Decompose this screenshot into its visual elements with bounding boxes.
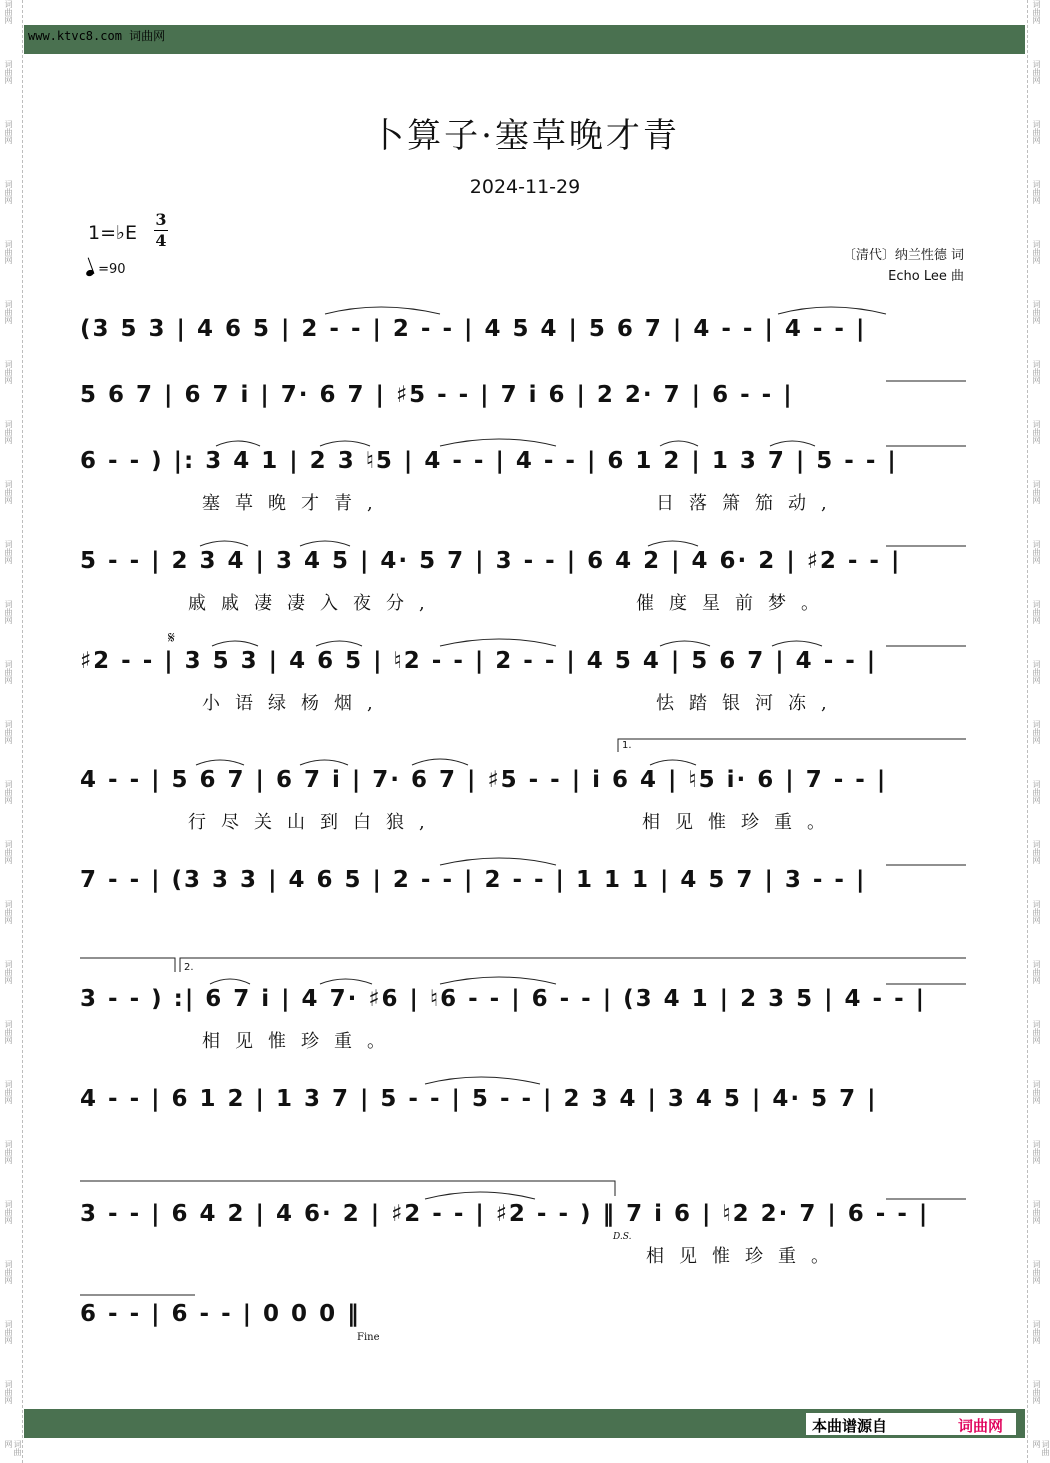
tie-slur xyxy=(440,639,556,646)
watermark-text: 词曲网 xyxy=(1032,1140,1041,1164)
lyric-line: 相见惟珍重。 xyxy=(646,1246,844,1267)
watermark-text: 词曲网 xyxy=(1032,120,1041,144)
key-signature: 1=♭E xyxy=(88,222,137,244)
slur xyxy=(300,760,348,765)
watermark-text: 词曲网 xyxy=(4,120,13,144)
slur xyxy=(196,760,244,765)
song-date: 2024-11-29 xyxy=(469,176,581,198)
slur xyxy=(216,441,260,446)
source-site-link[interactable]: 词曲网 xyxy=(958,1417,1004,1435)
score-row-2: 5 6 7 | 6 7 i | 7· 6 7 | ♯5 - - | 7 i 6 | 2 2· 7 | 6 - - | xyxy=(80,382,794,408)
volta-1-label: 1. xyxy=(622,740,632,751)
tie-slur xyxy=(325,307,440,314)
watermark-text: 词曲网 xyxy=(1032,660,1041,684)
watermark-text: 词曲网 xyxy=(1032,420,1041,444)
watermark-text: 词曲网 xyxy=(4,1200,13,1224)
watermark-text: 词曲网 xyxy=(1032,300,1041,324)
watermark-text: 词曲网 xyxy=(4,1140,13,1164)
watermark-text: 词曲网 xyxy=(4,960,13,984)
watermark-text: 词曲网 xyxy=(1032,1020,1041,1044)
watermark-text: 词曲网 xyxy=(1032,600,1041,624)
slur xyxy=(648,541,698,546)
watermark-text: 词曲网 xyxy=(4,660,13,684)
lyric-line: 催度星前梦。 xyxy=(636,593,834,614)
watermark-text: 词曲网 xyxy=(4,1380,13,1404)
lyric-line: 相见惟珍重。 xyxy=(642,812,840,833)
watermark-text: 词曲网 xyxy=(4,840,13,864)
watermark-text: 词曲网 xyxy=(4,420,13,444)
slur xyxy=(320,441,370,446)
slur xyxy=(212,641,258,646)
watermark-text: 词曲网 xyxy=(4,480,13,504)
watermark-text: 词曲网 xyxy=(1032,1260,1041,1284)
lyric-line: 戚戚凄凄入夜分, xyxy=(188,593,440,614)
lyricist-credit: 〔清代〕纳兰性德 词 xyxy=(842,248,964,263)
score-row-5: ♯2 - - | 3 5 3 | 4 6 5 | ♮2 - - | 2 - - | 4 5 4 | 5 6 7 | 4 - - | xyxy=(80,648,878,674)
slur xyxy=(210,979,250,984)
lyric-line: 小语绿杨烟, xyxy=(202,693,388,714)
lyric-line: 怯踏银河冻, xyxy=(656,693,842,714)
watermark-text: 词曲网 xyxy=(4,1020,13,1044)
watermark-text: 词曲网 xyxy=(1032,960,1041,984)
score-row-10: 3 - - | 6 4 2 | 4 6· 2 | ♯2 - - | ♯2 - - ) ‖ 7 i 6 | ♮2 2· 7 | 6 - - | xyxy=(80,1201,930,1227)
tie-slur xyxy=(425,1077,540,1084)
slur xyxy=(650,760,696,765)
watermark-text: 词曲网 xyxy=(4,900,13,924)
watermark-text: 词曲网 xyxy=(1032,1440,1050,1456)
slur xyxy=(320,979,372,984)
watermark-text: 词曲网 xyxy=(1032,900,1041,924)
watermark-text: 词曲网 xyxy=(1032,540,1041,564)
volta-2-bracket xyxy=(180,958,966,972)
volta-1-bracket xyxy=(618,739,966,752)
score-row-9: 4 - - | 6 1 2 | 1 3 7 | 5 - - | 5 - - | 2 3 4 | 3 4 5 | 4· 5 7 | xyxy=(80,1086,878,1112)
volta-1-end-bracket xyxy=(80,958,175,972)
watermark-text: 词曲网 xyxy=(1032,780,1041,804)
watermark-text: 词曲网 xyxy=(1032,1080,1041,1104)
lyric-line: 行尽关山到白狼, xyxy=(188,812,440,833)
watermark-text: 词曲网 xyxy=(4,1440,22,1456)
slur xyxy=(660,641,710,646)
source-label: 本曲谱源自 xyxy=(812,1417,888,1435)
slur xyxy=(772,641,822,646)
watermark-text: 词曲网 xyxy=(1032,360,1041,384)
watermark-text: 词曲网 xyxy=(4,180,13,204)
slur xyxy=(316,641,362,646)
time-signature-numerator: 3 xyxy=(155,210,167,229)
ds-mark: D.S. xyxy=(613,1232,632,1242)
watermark-text: 词曲网 xyxy=(1032,60,1041,84)
score-row-4: 5 - - | 2 3 4 | 3 4 5 | 4· 5 7 | 3 - - | 6 4 2 | 4 6· 2 | ♯2 - - | xyxy=(80,548,902,574)
watermark-text: 词曲网 xyxy=(4,0,13,24)
composer-credit: Echo Lee 曲 xyxy=(888,269,964,284)
slur xyxy=(660,441,698,446)
lyric-line: 日落箫笳动, xyxy=(656,493,842,514)
ds-bracket xyxy=(80,1181,615,1196)
score-row-11: 6 - - | 6 - - | 0 0 0 ‖ xyxy=(80,1301,361,1327)
watermark-text: 词曲网 xyxy=(4,360,13,384)
watermark-text: 词曲网 xyxy=(4,1260,13,1284)
tie-slur xyxy=(440,977,556,984)
watermark-text: 词曲网 xyxy=(1032,840,1041,864)
watermark-text: 词曲网 xyxy=(1032,180,1041,204)
score-row-6: 4 - - | 5 6 7 | 6 7 i | 7· 6 7 | ♯5 - - | i 6 4 | ♮5 i· 6 | 7 - - | xyxy=(80,767,888,793)
volta-2-label: 2. xyxy=(184,962,194,973)
watermark-text: 词曲网 xyxy=(1032,0,1041,24)
song-title: 卜算子·塞草晚才青 xyxy=(370,116,680,156)
score-row-3: 6 - - ) |: 3 4 1 | 2 3 ♮5 | 4 - - | 4 - - | 6 1 2 | 1 3 7 | 5 - - | xyxy=(80,448,898,474)
fine-mark: Fine xyxy=(357,1332,380,1343)
watermark-text: 词曲网 xyxy=(4,1080,13,1104)
slur xyxy=(770,441,815,446)
watermark-text: 词曲网 xyxy=(4,240,13,264)
watermark-text: 词曲网 xyxy=(1032,720,1041,744)
tie-slur xyxy=(425,1192,535,1199)
tempo-value: =90 xyxy=(98,262,126,277)
lyric-line: 相见惟珍重。 xyxy=(202,1031,400,1052)
score-row-7: 7 - - | (3 3 3 | 4 6 5 | 2 - - | 2 - - | 1 1 1 | 4 5 7 | 3 - - | xyxy=(80,867,867,893)
tie-slur xyxy=(778,307,886,314)
watermark-text: 词曲网 xyxy=(1032,1380,1041,1404)
watermark-text: 词曲网 xyxy=(4,780,13,804)
watermark-text: 词曲网 xyxy=(4,600,13,624)
tie-slur xyxy=(440,439,556,446)
slur xyxy=(412,759,468,765)
watermark-text: 词曲网 xyxy=(4,540,13,564)
time-signature-denominator: 4 xyxy=(155,231,167,250)
lyric-line: 塞草晚才青, xyxy=(202,493,388,514)
watermark-text: 词曲网 xyxy=(1032,240,1041,264)
segno-mark: 𝄋 xyxy=(168,628,175,647)
watermark-text: 词曲网 xyxy=(4,720,13,744)
tie-slur xyxy=(440,858,556,865)
watermark-text: 词曲网 xyxy=(1032,1320,1041,1344)
watermark-text: 词曲网 xyxy=(1032,1200,1041,1224)
slur xyxy=(200,541,248,546)
score-row-8: 3 - - ) :| 6 7 i | 4 7· ♯6 | ♮6 - - | 6 - - | (3 4 1 | 2 3 5 | 4 - - | xyxy=(80,986,927,1012)
watermark-text: 词曲网 xyxy=(4,1320,13,1344)
source-box xyxy=(806,1413,1016,1435)
site-url[interactable]: www.ktvc8.com 词曲网 xyxy=(28,29,166,43)
slur xyxy=(300,541,350,546)
score-row-1: (3 5 3 | 4 6 5 | 2 - - | 2 - - | 4 5 4 | 5 6 7 | 4 - - | 4 - - | xyxy=(80,316,867,342)
watermark-text: 词曲网 xyxy=(1032,480,1041,504)
watermark-text: 词曲网 xyxy=(4,60,13,84)
watermark-text: 词曲网 xyxy=(4,300,13,324)
